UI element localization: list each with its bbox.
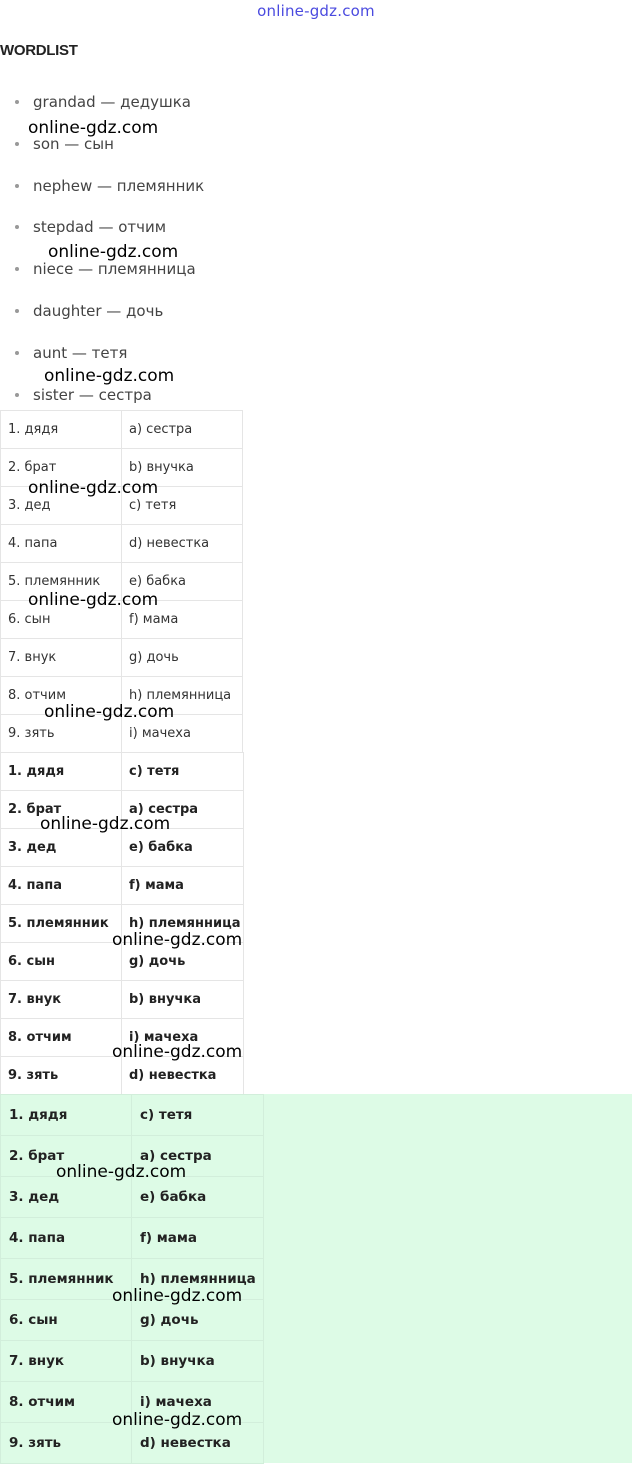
table-cell-word: 7. внук xyxy=(1,981,122,1019)
table-cell-match: a) сестра xyxy=(122,411,243,449)
table-cell-match: i) мачеха xyxy=(132,1382,264,1423)
list-item: grandad — дедушка xyxy=(0,82,204,124)
table-cell-word: 7. внук xyxy=(1,639,122,677)
table-row xyxy=(1,525,243,563)
watermark: online-gdz.com xyxy=(56,1162,187,1182)
list-item: daughter — дочь xyxy=(0,291,204,333)
table-cell-match: d) невестка xyxy=(122,1057,244,1095)
watermark: online-gdz.com xyxy=(40,814,171,834)
watermark-header: online-gdz.com xyxy=(257,2,375,20)
watermark: online-gdz.com xyxy=(44,366,175,386)
table-cell-match: f) мама xyxy=(132,1218,264,1259)
table-cell-word: 9. зять xyxy=(1,715,122,753)
list-item: son — сын xyxy=(0,124,204,166)
table-cell-word: 9. зять xyxy=(1,1057,122,1095)
table-cell-word: 2. брат xyxy=(1,1136,132,1177)
table-row xyxy=(1,411,243,449)
list-item: aunt — тетя xyxy=(0,333,204,375)
table-cell-match: a) сестра xyxy=(132,1136,264,1177)
table-cell-match: f) мама xyxy=(122,601,243,639)
watermark: online-gdz.com xyxy=(28,478,159,498)
table-cell-match: b) внучка xyxy=(122,981,244,1019)
table-cell-word: 4. папа xyxy=(1,1218,132,1259)
wordlist-title: WORDLIST xyxy=(0,42,78,59)
table-cell-match: g) дочь xyxy=(122,639,243,677)
table-cell-match: h) племянница xyxy=(132,1259,264,1300)
watermark: online-gdz.com xyxy=(28,590,159,610)
table-cell-match: c) тетя xyxy=(122,487,243,525)
table-cell-word: 3. дед xyxy=(1,829,122,867)
table-row xyxy=(1,1095,264,1136)
table-cell-word: 3. дед xyxy=(1,487,122,525)
table-cell-word: 1. дядя xyxy=(1,1095,132,1136)
table-cell-word: 6. сын xyxy=(1,1300,132,1341)
table-cell-match: h) племянница xyxy=(122,677,243,715)
watermark: online-gdz.com xyxy=(112,1042,243,1062)
watermark: online-gdz.com xyxy=(48,242,179,262)
table-cell-match: c) тетя xyxy=(132,1095,264,1136)
table-row xyxy=(1,829,244,867)
table-cell-word: 4. папа xyxy=(1,525,122,563)
table-cell-word: 1. дядя xyxy=(1,753,122,791)
list-item: stepdad — отчим xyxy=(0,207,204,249)
table-row xyxy=(1,981,244,1019)
watermark: online-gdz.com xyxy=(44,702,175,722)
table-cell-word: 5. племянник xyxy=(1,1259,132,1300)
list-item: niece — племянница xyxy=(0,249,204,291)
table-cell-match: a) сестра xyxy=(122,791,244,829)
table-row xyxy=(1,639,243,677)
table-cell-word: 6. сын xyxy=(1,601,122,639)
table-cell-word: 8. отчим xyxy=(1,1382,132,1423)
table-row xyxy=(1,1341,264,1382)
list-item: sister — сестра xyxy=(0,375,204,417)
answer-panel xyxy=(0,1094,632,1463)
table-cell-match: i) мачеха xyxy=(122,715,243,753)
table-cell-match: b) внучка xyxy=(132,1341,264,1382)
watermark: online-gdz.com xyxy=(112,1410,243,1430)
table-cell-word: 3. дед xyxy=(1,1177,132,1218)
table-cell-word: 9. зять xyxy=(1,1423,132,1464)
table-row xyxy=(1,1218,264,1259)
table-cell-word: 8. отчим xyxy=(1,1019,122,1057)
table-cell-match: e) бабка xyxy=(122,829,244,867)
table-cell-word: 5. племянник xyxy=(1,563,122,601)
watermark: online-gdz.com xyxy=(112,930,243,950)
table-row xyxy=(1,1057,244,1095)
table-cell-word: 8. отчим xyxy=(1,677,122,715)
table-cell-match: g) дочь xyxy=(132,1300,264,1341)
table-cell-match: g) дочь xyxy=(122,943,244,981)
table-cell-match: h) племянница xyxy=(122,905,244,943)
table-cell-match: i) мачеха xyxy=(122,1019,244,1057)
table-cell-word: 7. внук xyxy=(1,1341,132,1382)
table-row xyxy=(1,1177,264,1218)
watermark: online-gdz.com xyxy=(28,118,159,138)
watermark: online-gdz.com xyxy=(112,1286,243,1306)
table-cell-match: c) тетя xyxy=(122,753,244,791)
answer-table-highlighted xyxy=(0,1094,264,1464)
table-cell-match: f) мама xyxy=(122,867,244,905)
table-cell-match: e) бабка xyxy=(122,563,243,601)
table-cell-match: d) невестка xyxy=(122,525,243,563)
list-item: nephew — племянник xyxy=(0,166,204,208)
table-cell-word: 2. брат xyxy=(1,449,122,487)
table-cell-word: 6. сын xyxy=(1,943,122,981)
table-cell-word: 5. племянник xyxy=(1,905,122,943)
table-row xyxy=(1,753,244,791)
table-cell-word: 1. дядя xyxy=(1,411,122,449)
table-cell-word: 4. папа xyxy=(1,867,122,905)
table-cell-word: 2. брат xyxy=(1,791,122,829)
table-row xyxy=(1,867,244,905)
table-cell-match: b) внучка xyxy=(122,449,243,487)
table-cell-match: e) бабка xyxy=(132,1177,264,1218)
table-cell-match: d) невестка xyxy=(132,1423,264,1464)
